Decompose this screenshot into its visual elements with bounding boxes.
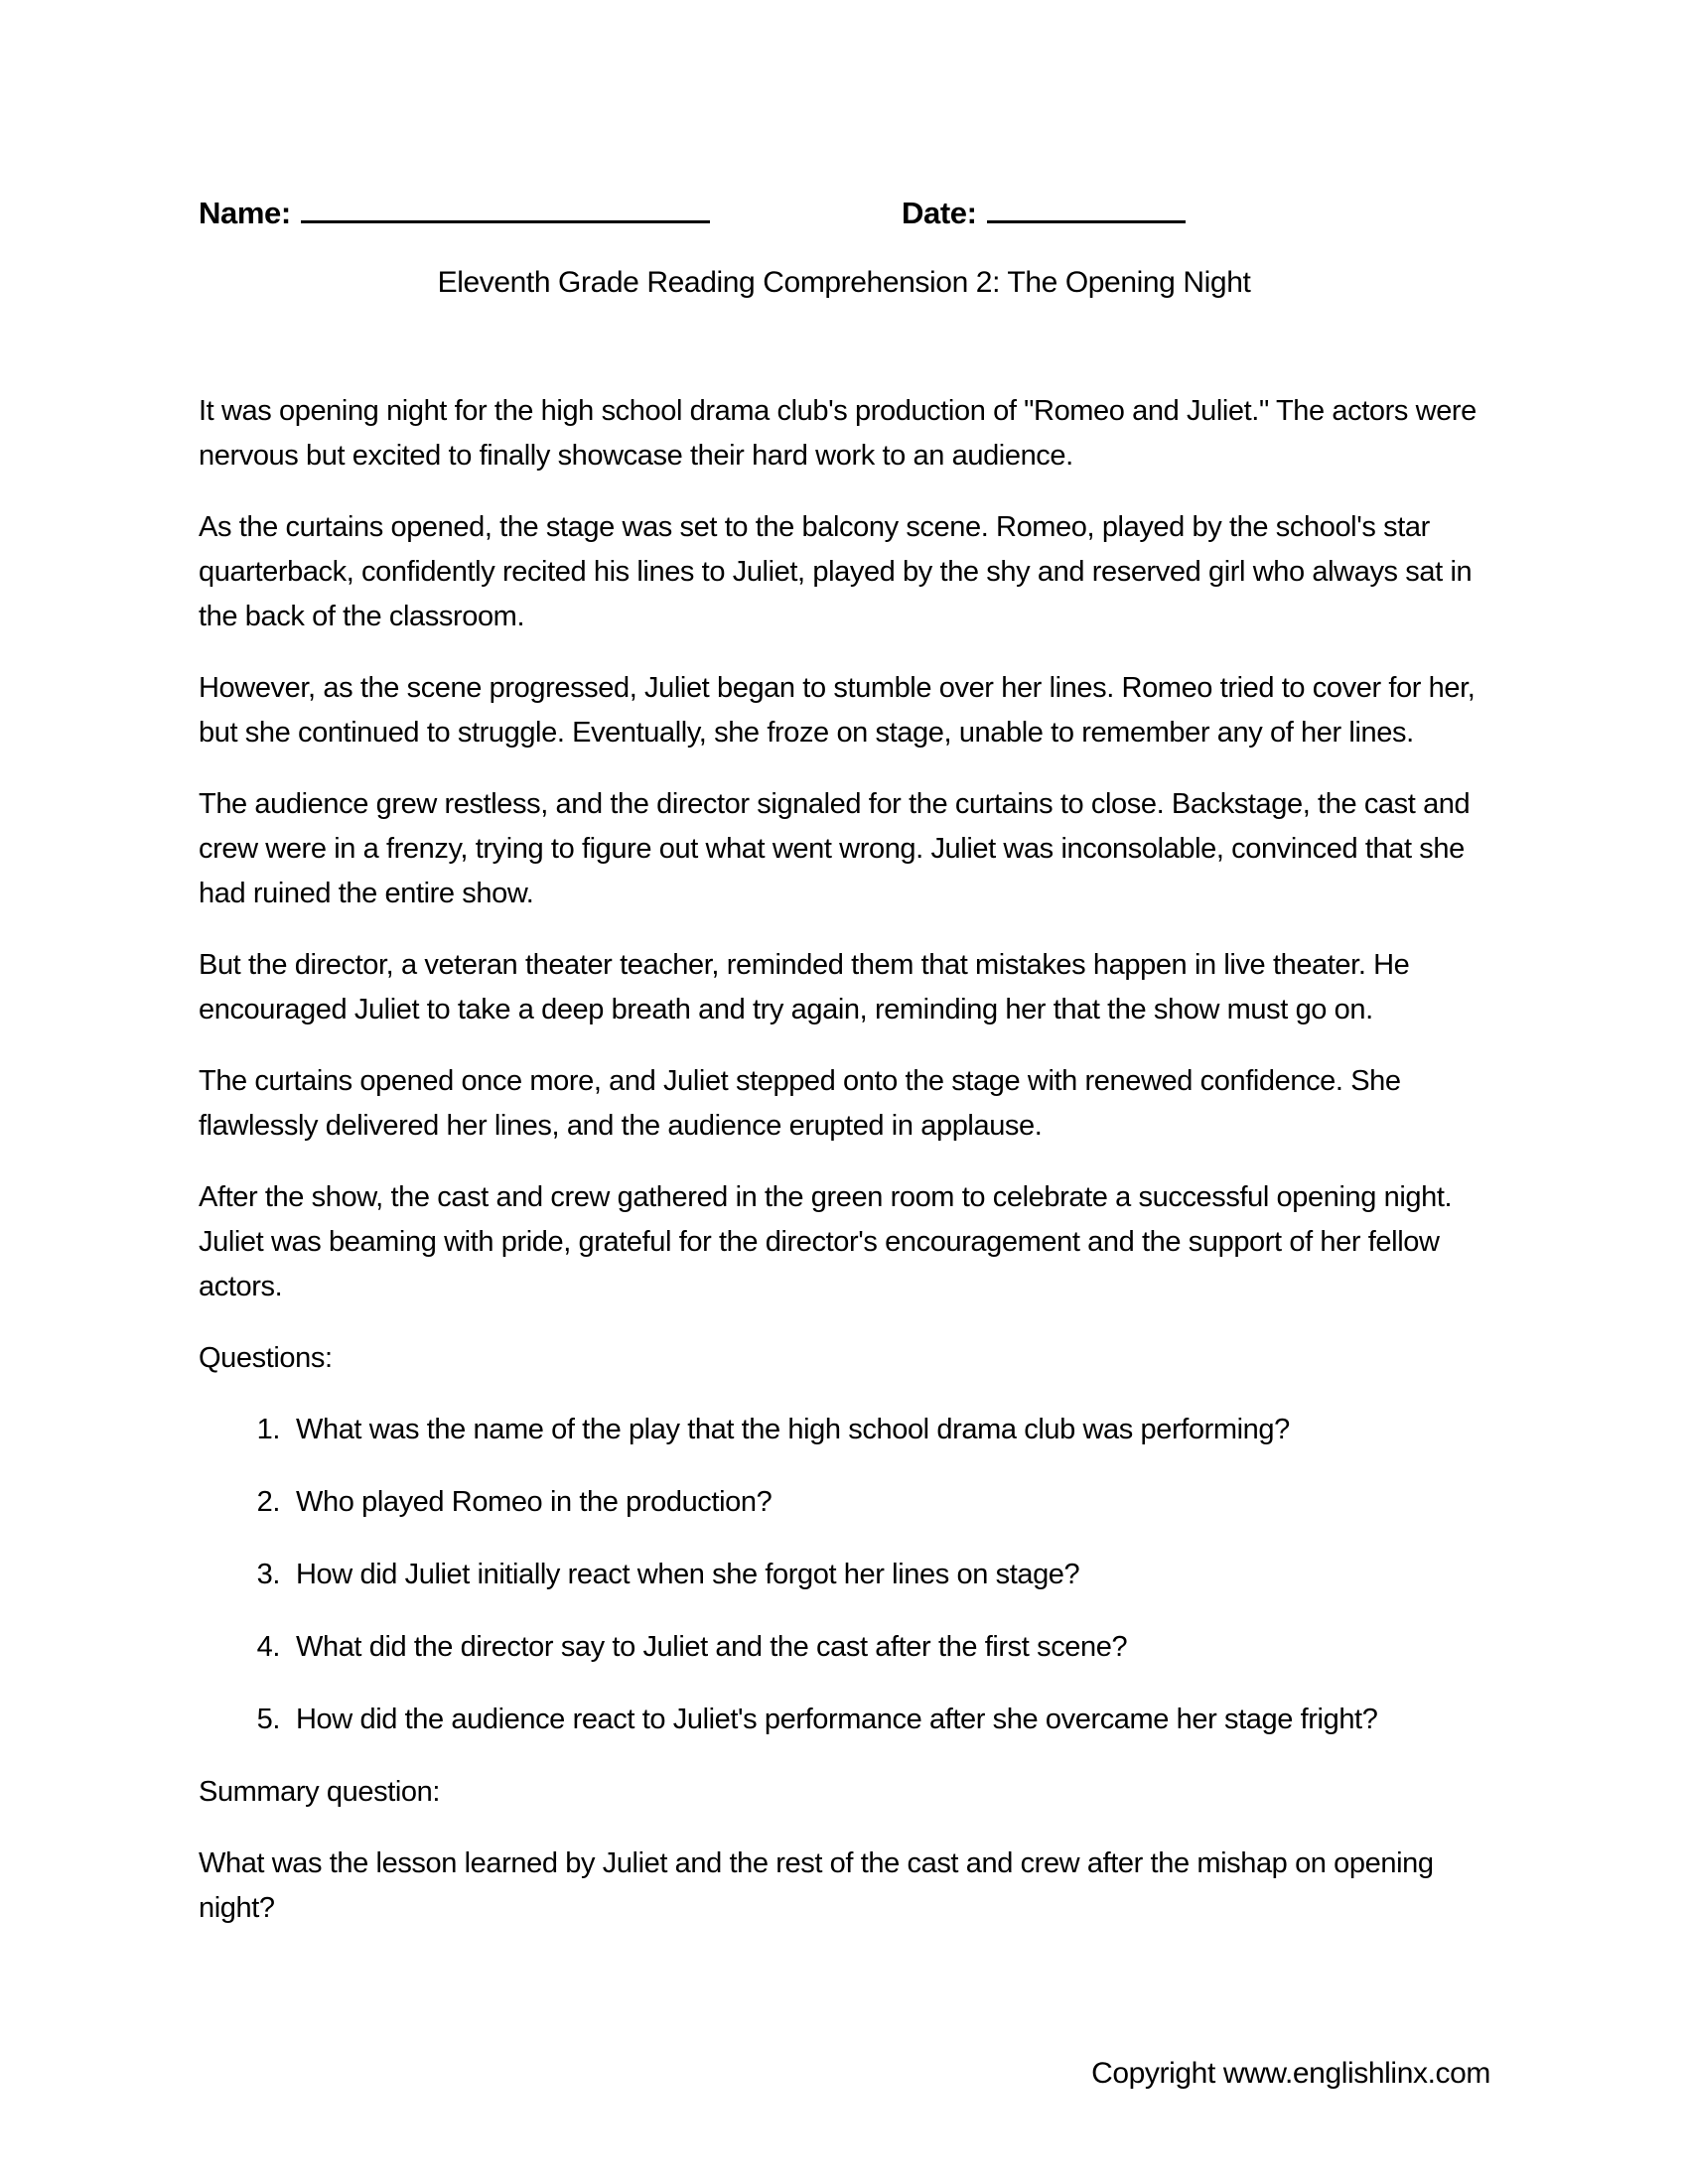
passage-paragraph: After the show, the cast and crew gathered in the green room to celebrate a successful opening night. Juliet was beaming with pride, grateful for the director's encouragement and the support of her fellow actors. xyxy=(199,1181,1453,1302)
date-blank-line xyxy=(987,191,1186,223)
copyright-notice: Copyright www.englishlinx.com xyxy=(1091,2057,1490,2090)
question-number: 4. xyxy=(256,1631,280,1663)
name-label: Name: xyxy=(199,196,291,230)
question-text: How did Juliet initially react when she forgot her lines on stage? xyxy=(296,1559,1080,1590)
question-text: How did the audience react to Juliet's performance after she overcame her stage fright? xyxy=(296,1704,1378,1735)
question-number: 2. xyxy=(256,1486,280,1518)
passage-paragraph: The audience grew restless, and the director signaled for the curtains to close. Backstage, the cast and crew were in a frenzy, trying to figure out what went wrong. Juliet was inconsolable, convinced that she had ruined the entire show. xyxy=(199,788,1471,909)
question-text: What did the director say to Juliet and the cast after the first scene? xyxy=(296,1631,1128,1663)
question-item xyxy=(199,1553,1499,1597)
summary-question-label: Summary question: xyxy=(199,1776,441,1808)
question-item xyxy=(199,1625,1499,1670)
date-field xyxy=(902,191,1186,231)
passage-paragraph: The curtains opened once more, and Juliet stepped onto the stage with renewed confidence. She flawlessly delivered her lines, and the audience erupted in applause. xyxy=(199,1065,1401,1142)
questions-list xyxy=(199,1408,1499,1742)
question-number: 5. xyxy=(256,1704,280,1735)
question-item xyxy=(199,1480,1499,1525)
question-number: 3. xyxy=(256,1559,280,1590)
question-number: 1. xyxy=(256,1414,280,1445)
date-label: Date: xyxy=(902,196,977,230)
name-field xyxy=(199,191,710,231)
passage-paragraph: But the director, a veteran theater teacher, reminded them that mistakes happen in live theater. He encouraged Juliet to take a deep breath and try again, reminding her that the show must go on. xyxy=(199,949,1410,1025)
worksheet-title: Eleventh Grade Reading Comprehension 2: The Opening Night xyxy=(437,266,1251,299)
reading-passage xyxy=(199,389,1499,1309)
passage-paragraph: However, as the scene progressed, Juliet began to stumble over her lines. Romeo tried to cover for her, but she continued to struggle. Eventually, she froze on stage, unable to remember any of her lines. xyxy=(199,672,1476,749)
question-item xyxy=(199,1408,1499,1452)
summary-question-text: What was the lesson learned by Juliet and the rest of the cast and crew after the mishap on opening night? xyxy=(199,1847,1434,1924)
question-item xyxy=(199,1698,1499,1742)
questions-label: Questions: xyxy=(199,1342,333,1374)
question-text: Who played Romeo in the production? xyxy=(296,1486,773,1518)
passage-paragraph: It was opening night for the high school drama club's production of "Romeo and Juliet." The actors were nervous but excited to finally showcase their hard work to an audience. xyxy=(199,395,1477,472)
worksheet-header xyxy=(199,191,1489,246)
question-text: What was the name of the play that the high school drama club was performing? xyxy=(296,1414,1290,1445)
worksheet-content xyxy=(199,389,1499,1931)
passage-paragraph: As the curtains opened, the stage was set to the balcony scene. Romeo, played by the school's star quarterback, confidently recited his lines to Juliet, played by the shy and reserved girl who always sat in the back of the classroom. xyxy=(199,511,1473,632)
name-blank-line xyxy=(301,191,710,223)
